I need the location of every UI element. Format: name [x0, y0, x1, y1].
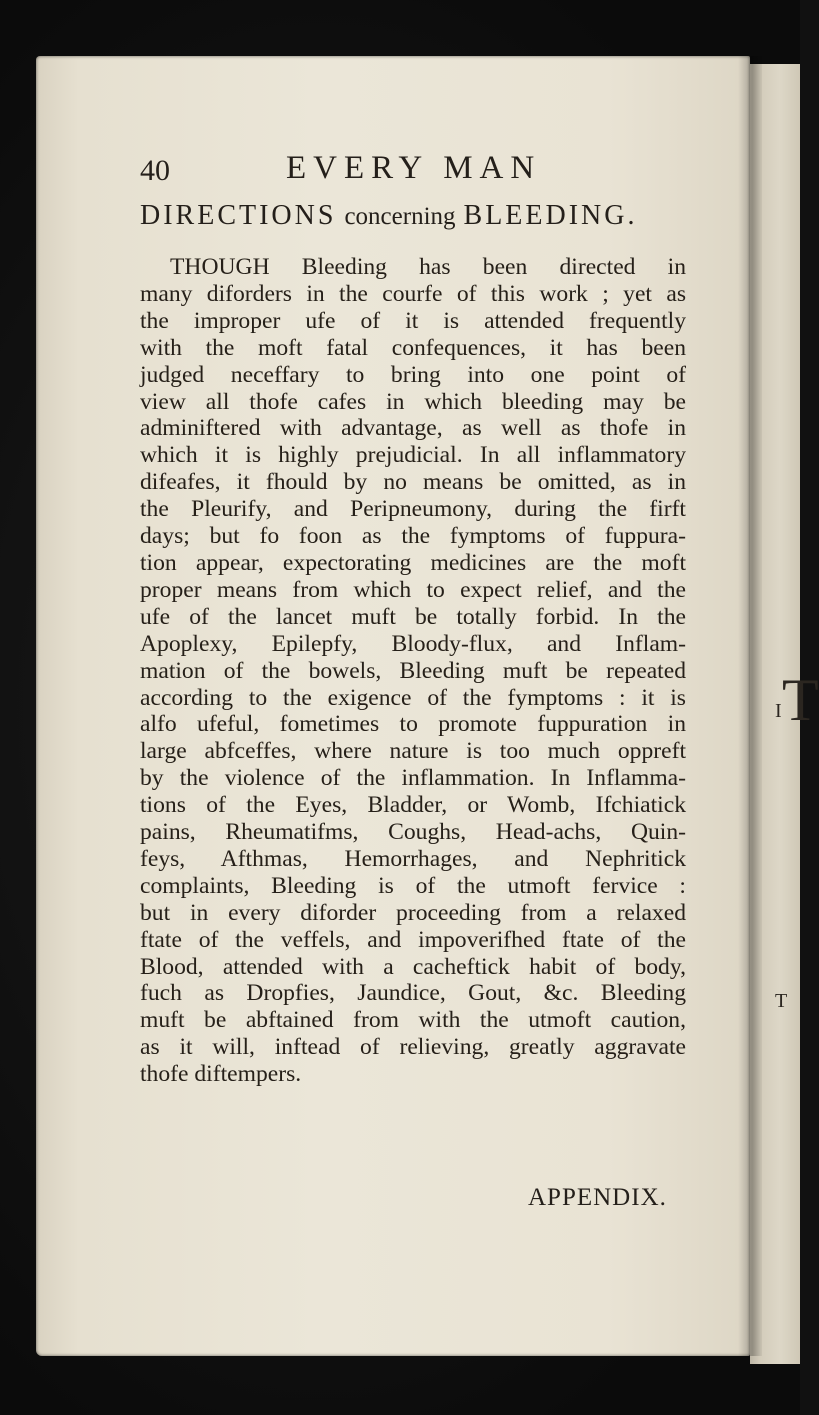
text-line: large abfceffes, where nature is too much oppreft: [140, 738, 686, 765]
text-line: days; but fo foon as the fymptoms of fuppura-: [140, 523, 686, 550]
text-line: complaints, Bleeding is of the utmoft fervice :: [140, 872, 686, 899]
text-line: Blood, attended with a cacheftick habit of body,: [140, 953, 686, 980]
text-line: but in every diforder proceeding from a relaxed: [140, 899, 686, 926]
facing-page-fragment: T: [775, 990, 788, 1012]
text-line: tion appear, expectorating medicines are the moft: [140, 549, 686, 576]
text-line: tions of the Eyes, Bladder, or Womb, Ifchiatick: [140, 792, 686, 819]
text-line: mation of the bowels, Bleeding muft be repeated: [140, 657, 686, 684]
text-line: Apoplexy, Epilepfy, Bloody-flux, and Inflam-: [140, 630, 686, 657]
gutter-shadow: [738, 56, 762, 1356]
text-line: judged neceffary to bring into one point of: [140, 361, 686, 388]
heading-word: DIRECTIONS: [140, 200, 337, 231]
section-heading: [140, 200, 680, 232]
text-line: THOUGH Bleeding has been directed in: [170, 254, 686, 280]
text-line: as it will, inftead of relieving, greatly aggravate: [140, 1034, 686, 1061]
text-line: by the violence of the inflammation. In Inflamma-: [140, 765, 686, 792]
text-line: adminiftered with advantage, as well as thofe in: [140, 415, 686, 442]
text-line: ftate of the veffels, and impoverifhed ftate of the: [140, 926, 686, 953]
text-line: ufe of the lancet muft be totally forbid. In the: [140, 603, 686, 630]
text-line: pains, Rheumatifms, Coughs, Head-achs, Quin-: [140, 819, 686, 846]
page-number: 40: [140, 154, 170, 187]
text-line: feys, Afthmas, Hemorrhages, and Nephritick: [140, 845, 686, 872]
heading-word: BLEEDING.: [463, 200, 638, 231]
text-line: thofe diftempers.: [140, 1061, 302, 1088]
text-line: many diforders in the courfe of this work ; yet as: [140, 280, 686, 307]
body-paragraph: [140, 254, 686, 1088]
text-line: according to the exigence of the fymptoms : it is: [140, 684, 686, 711]
text-line: the improper ufe of it is attended frequently: [140, 307, 686, 334]
facing-page-fragment: T: [782, 667, 819, 733]
text-line: difeafes, it fhould by no means be omitted, as in: [140, 469, 686, 496]
text-line: view all thofe cafes in which bleeding may be: [140, 388, 686, 415]
text-line: fuch as Dropfies, Jaundice, Gout, &c. Bleeding: [140, 980, 686, 1007]
text-line: which it is highly prejudicial. In all inflammatory: [140, 442, 686, 469]
text-line: muft be abftained from with the utmoft caution,: [140, 1007, 686, 1034]
text-line: the Pleurify, and Peripneumony, during the firft: [140, 496, 686, 523]
running-title: EVERY MAN: [286, 150, 542, 186]
catchword: APPENDIX.: [528, 1184, 667, 1211]
heading-word: concerning: [344, 203, 456, 230]
facing-page-fragment: I: [775, 700, 782, 722]
text-line: alfo ufeful, fometimes to promote fuppuration in: [140, 711, 686, 738]
text-line: proper means from which to expect relief, and the: [140, 576, 686, 603]
text-line: with the moft fatal confequences, it has been: [140, 334, 686, 361]
